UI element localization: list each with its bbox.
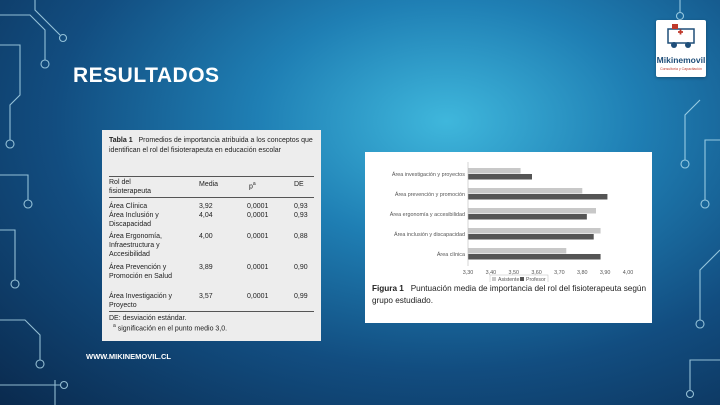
bar-profesor <box>468 174 532 180</box>
figure-caption-text: Puntuación media de importancia del rol del fisioterapeuta según grupo estudiado. <box>372 284 646 305</box>
legend-swatch-profesor <box>520 277 524 281</box>
category-label: Área prevención y promoción <box>394 192 465 198</box>
legend-label-profesor: Profesor <box>526 277 546 282</box>
x-tick-label: 3,80 <box>577 270 588 276</box>
x-tick-label: 3,40 <box>485 270 497 276</box>
table-label: Tabla 1 <box>109 137 133 144</box>
x-tick-label: 3,70 <box>554 270 565 276</box>
legend-swatch-asistente <box>492 277 496 281</box>
table-note-a: $^a$ significación en el punto medio 3,0. <box>113 323 228 333</box>
bar-profesor <box>468 254 601 260</box>
table-caption-text: Promedios de importancia atribuida a los conceptos que identifican el rol del fisioterapeuta en educación escolar <box>109 137 313 154</box>
table-note-de: DE: desviación estándar. <box>109 315 187 322</box>
bar-profesor <box>468 214 587 220</box>
category-label: Área clínica <box>436 252 465 258</box>
bar-profesor <box>468 234 594 240</box>
bar-asistente <box>468 188 582 194</box>
slide-title: RESULTADOS <box>73 64 220 87</box>
logo-tagline: Consultoría y Capacitación <box>660 67 702 71</box>
table-rule-bottom <box>109 311 314 312</box>
bar-asistente <box>468 248 566 254</box>
x-tick-label: 4,00 <box>622 270 634 276</box>
col-header-rol: Rol del fisioterapeuta <box>109 179 152 195</box>
col-header-media: Media <box>199 181 219 188</box>
legend-label-asistente: Asistente <box>498 277 520 282</box>
category-label: Área investigación y proyectos <box>391 172 465 178</box>
x-tick-label: 3,60 <box>531 270 542 276</box>
bar-profesor <box>468 194 607 200</box>
ambulance-icon <box>656 20 706 54</box>
figure-label: Figura 1 <box>372 284 404 293</box>
table-caption <box>109 136 315 155</box>
bar-asistente <box>468 228 601 234</box>
logo-name: Mikinemovil <box>656 55 706 65</box>
x-tick-label: 3,30 <box>462 270 474 276</box>
col-header-de: DE <box>294 181 304 188</box>
figure-caption <box>372 283 647 307</box>
category-label: Área inclusión y discapacidad <box>393 232 465 238</box>
col-header-p: $p^a$ <box>249 181 256 191</box>
bar-asistente <box>468 168 521 174</box>
x-tick-label: 3,90 <box>599 270 611 276</box>
results-table: Tabla 1 Promedios de importancia atribuida a los conceptos que identifican el rol del fisioterapeuta en educación escolar Rol del fisioterapeuta Media $p^a$ DE Área Clínica 3,92 0,0001 0,93 Área Inclusión y Discapacidad 4,04 0,0001 0,93 Área Ergonomía, Infraestructura y Accesibilidad 4,00 0,0001 0,88 Área Prevención y Promoción en Salud 3,89 0,0001 0,90 Área Investigación y Proyecto 3,57 0,0001 0,99 DE: desviación estándar. $^a$ significación en el punto medio 3,0. <box>102 130 321 341</box>
table-rule-header <box>109 197 314 198</box>
company-logo <box>656 20 706 77</box>
category-label: Área ergonomía y accesibilidad <box>389 212 465 218</box>
table-rule-top <box>109 176 314 177</box>
chart-figure <box>365 152 652 323</box>
bar-asistente <box>468 208 596 214</box>
bar-chart <box>365 152 652 282</box>
x-tick-label: 3,50 <box>508 270 519 276</box>
footer-url: WWW.MIKINEMOVIL.CL <box>86 352 171 361</box>
